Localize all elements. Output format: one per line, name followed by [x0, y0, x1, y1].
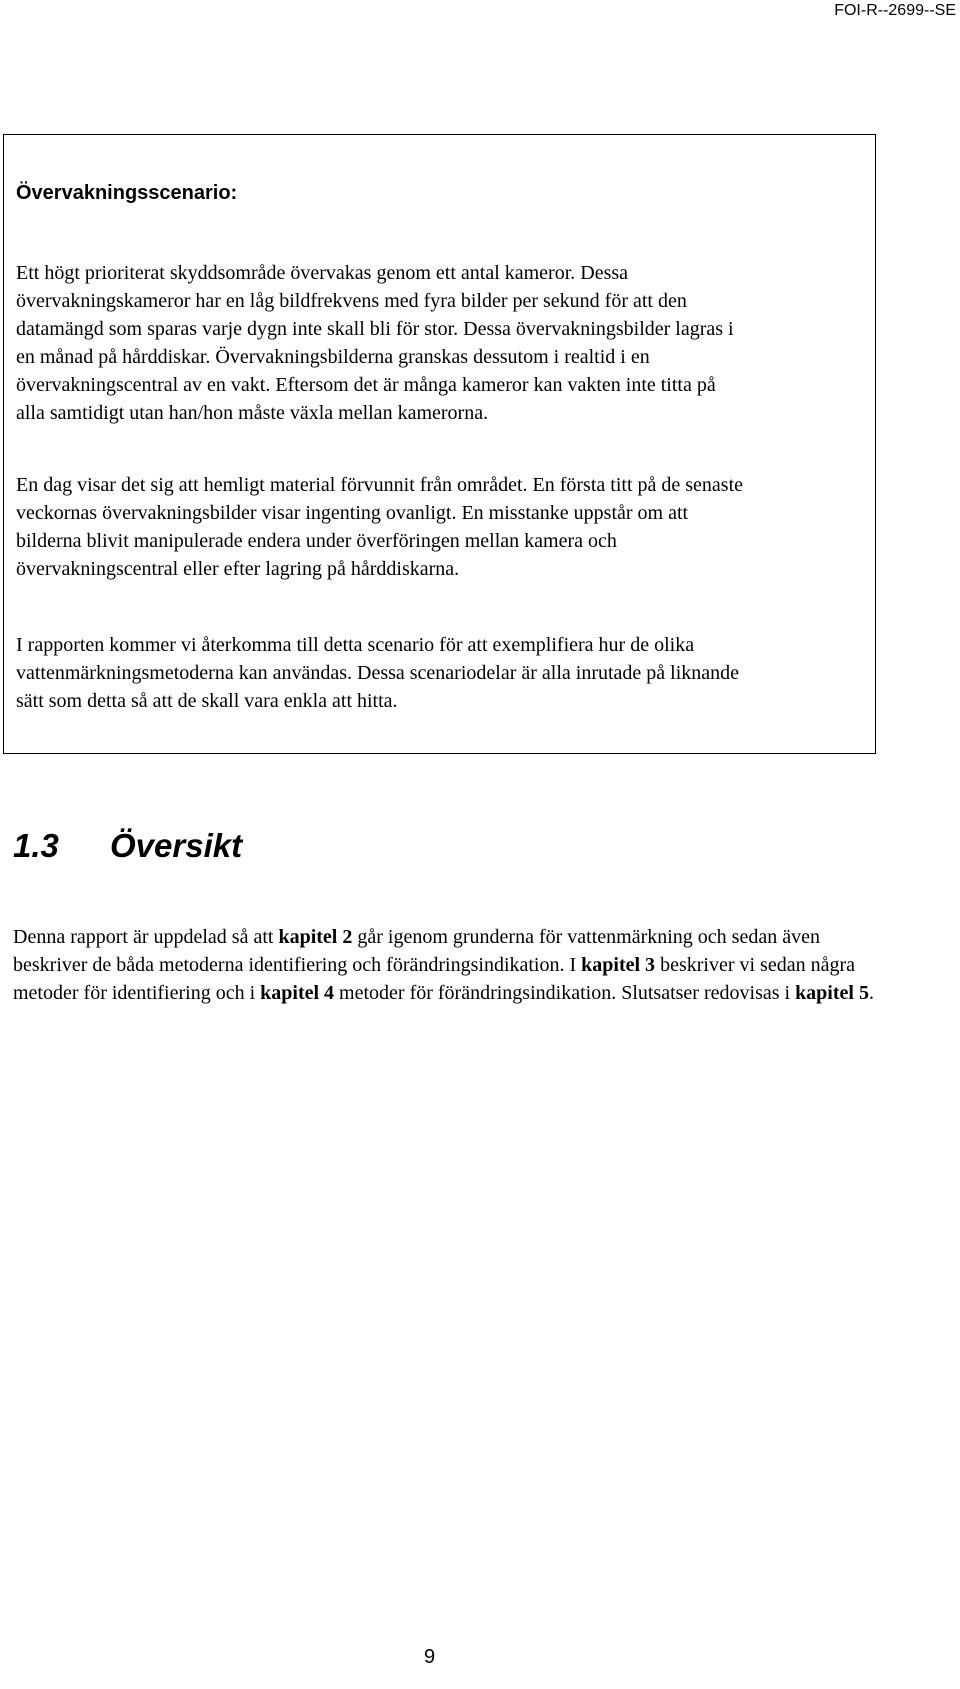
text-line: I rapporten kommer vi återkomma till detta scenario för att exemplifiera hur de olika: [16, 634, 695, 656]
overview-paragraph: [13, 923, 883, 1007]
text-run: Denna rapport är uppdelad så att: [13, 926, 279, 948]
text-line: datamängd som sparas varje dygn inte skall bli för stor. Dessa övervakningsbilder lagras i: [16, 318, 734, 340]
text-run: .: [868, 982, 874, 1004]
scenario-paragraph-3: [16, 631, 876, 715]
text-line: veckornas övervakningsbilder visar ingenting ovanligt. En misstanke uppstår om att: [16, 502, 689, 524]
section-heading: [13, 826, 242, 866]
text-line: bilderna blivit manipulerade endera under överföringen mellan kamera och: [16, 530, 617, 552]
text-line: alla samtidigt utan han/hon måste växla mellan kamerorna.: [16, 402, 489, 424]
scenario-title: Övervakningsscenario:: [16, 182, 238, 204]
text-line: övervakningskameror har en låg bildfrekvens med fyra bilder per sekund för att den: [16, 290, 687, 312]
text-run: metoder för förändringsindikation. Slutsatser redovisas i: [334, 982, 796, 1004]
section-title: Översikt: [110, 827, 243, 864]
document-id: FOI-R--2699--SE: [834, 2, 956, 19]
section-number: 1.3: [13, 827, 59, 864]
text-run: beskriver vi sedan några metoder för identifiering och i: [13, 954, 855, 1004]
text-line: en månad på hårddiskar. Övervakningsbilderna granskas dessutom i realtid i en: [16, 346, 650, 368]
scenario-box: [3, 134, 876, 754]
text-line: vattenmärkningsmetoderna kan användas. Dessa scenariodelar är alla inrutade på liknande: [16, 662, 740, 684]
chapter-reference: kapitel 3: [581, 954, 656, 976]
text-run: går igenom grunderna för vattenmärkning och sedan även beskriver de båda metoderna identifiering och förändringsindikation. I: [13, 926, 820, 976]
text-line: sätt som detta så att de skall vara enkla att hitta.: [16, 690, 398, 712]
scenario-paragraph-1: [16, 259, 876, 427]
text-line: övervakningscentral eller efter lagring på hårddiskarna.: [16, 558, 460, 580]
text-line: övervakningscentral av en vakt. Eftersom det är många kameror kan vakten inte titta på: [16, 374, 716, 396]
chapter-reference: kapitel 5: [795, 982, 869, 1004]
chapter-reference: kapitel 4: [260, 982, 335, 1004]
scenario-paragraph-2: [16, 471, 876, 583]
text-line: Ett högt prioriterat skyddsområde övervakas genom ett antal kameror. Dessa: [16, 262, 629, 284]
text-line: En dag visar det sig att hemligt material förvunnit från området. En första titt på de senaste: [16, 474, 744, 496]
page-number: 9: [424, 1646, 436, 1668]
chapter-reference: kapitel 2: [278, 926, 353, 948]
